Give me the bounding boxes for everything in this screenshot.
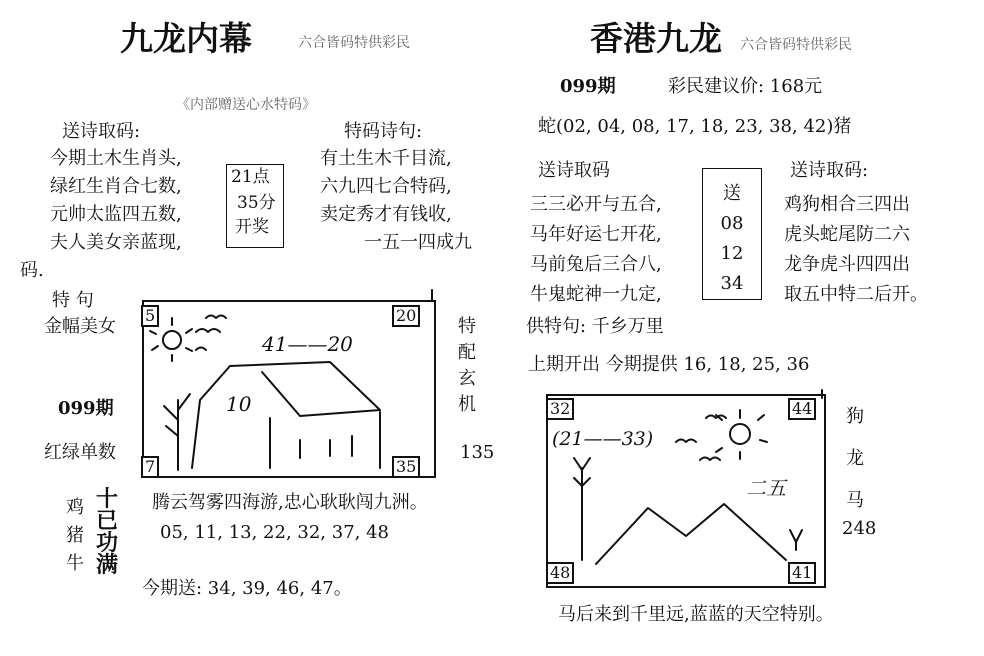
right-poem-line: 马前兔后三合八, [530, 254, 662, 275]
left-side-number: 135 [460, 442, 495, 463]
right-title: 香港九龙 [590, 19, 722, 58]
send-box-line: 08 [720, 213, 744, 234]
right-issue: 099期 [560, 76, 616, 97]
left-vertical-char: 功 [96, 530, 119, 556]
left-special-poem-line: 六九四七合特码, [320, 176, 452, 197]
right-animal: 马 [846, 490, 864, 511]
left-vertical-char: 十 [96, 486, 119, 512]
left-title-note: 六合皆码特供彩民 [298, 35, 410, 51]
left-animal: 牛 [66, 553, 84, 574]
left-special-poem-line: 卖定秀才有钱收, [320, 204, 452, 225]
right-special-phrase: 供特句: 千乡万里 [526, 316, 664, 337]
left-title: 九龙内幕 [120, 19, 252, 58]
left-wrap-char: 码. [20, 260, 44, 281]
right-corner-number: 41 [788, 562, 816, 584]
draw-time-line: 21点 [231, 167, 270, 187]
left-special-poem-line: 一五一四成九 [364, 232, 472, 253]
left-side-char: 机 [458, 394, 476, 415]
right-poem-line-2: 取五中特二后开。 [784, 284, 928, 305]
send-box-line: 34 [720, 273, 744, 294]
send-box-line: 送 [723, 183, 741, 204]
left-side-char: 配 [458, 342, 476, 363]
right-last-line: 上期开出 今期提供 16, 18, 25, 36 [528, 354, 810, 375]
left-corner-number: 7 [141, 456, 159, 478]
left-special-phrase: 金幅美女 [44, 316, 116, 337]
left-poem-label: 送诗取码: [62, 121, 141, 142]
left-corner-number: 35 [392, 456, 420, 478]
right-poem-label: 送诗取码 [538, 160, 610, 181]
left-corner-number: 5 [141, 305, 159, 327]
left-poem-bottom: 腾云驾雾四海游,忠心耿耿闯九洲。 [152, 492, 428, 513]
right-poem-line-2: 鸡狗相合三四出 [784, 194, 910, 215]
right-side-number: 248 [842, 518, 877, 539]
left-side-label [458, 314, 476, 418]
draw-time-box [226, 164, 284, 248]
right-animal: 龙 [846, 448, 864, 469]
right-price: 彩民建议价: 168元 [668, 76, 823, 97]
left-poem-line: 元帅太监四五数, [50, 204, 182, 225]
right-animal-list [846, 396, 864, 522]
left-issue: 099期 [58, 398, 114, 419]
left-poem-line: 绿红生肖合七数, [50, 176, 182, 197]
left-corner-number: 20 [392, 305, 420, 327]
right-sketch-word: 二五 [746, 476, 786, 500]
draw-time-line: 35分 [237, 193, 276, 213]
left-sketch-number: 10 [226, 392, 252, 416]
right-sketch-text: (21——33) [552, 428, 654, 450]
left-special-label: 特 句 [52, 290, 94, 311]
right-poem-line-2: 龙争虎斗四四出 [784, 254, 910, 275]
left-sketch-text: 41——20 [262, 332, 353, 356]
send-box [702, 168, 762, 300]
left-side-char: 玄 [458, 368, 476, 389]
right-bottom-line: 马后来到千里远,蓝蓝的天空特别。 [558, 604, 834, 625]
left-vertical-phrase [96, 488, 118, 576]
send-box-list [703, 179, 761, 299]
left-poem-line: 夫人美女亲蓝现, [50, 232, 182, 253]
left-side-char: 特 [458, 316, 476, 337]
left-special-poem-label: 特码诗句: [344, 121, 423, 142]
left-send-line: 今期送: 34, 39, 46, 47。 [142, 578, 352, 599]
left-animal: 猪 [66, 525, 84, 546]
left-subtitle: 《内部赠送心水特码》 [176, 97, 316, 113]
right-poem-line-2: 虎头蛇尾防二六 [784, 224, 910, 245]
left-poem-line: 今期土木生肖头, [50, 148, 182, 169]
send-box-line: 12 [720, 243, 744, 264]
right-corner-number: 32 [546, 398, 574, 420]
right-poem-line: 三三必开与五合, [530, 194, 662, 215]
draw-time-line: 开奖 [235, 217, 269, 237]
right-title-note: 六合皆码特供彩民 [740, 37, 852, 53]
left-numbers: 05, 11, 13, 22, 32, 37, 48 [160, 522, 389, 543]
left-special-poem-line: 有土生木千目流, [320, 148, 452, 169]
right-corner-number: 48 [546, 562, 574, 584]
right-animal: 狗 [846, 406, 864, 427]
left-animal-list [66, 494, 84, 578]
right-poem-label-2: 送诗取码: [790, 160, 869, 181]
left-animal: 鸡 [66, 497, 84, 518]
right-snake-line: 蛇(02, 04, 08, 17, 18, 23, 38, 42)猪 [538, 116, 852, 137]
left-color-hint: 红绿单数 [44, 442, 116, 463]
right-corner-number: 44 [788, 398, 816, 420]
right-poem-line: 牛鬼蛇神一九定, [530, 284, 662, 305]
left-vertical-char: 已 [96, 508, 119, 534]
right-poem-line: 马年好运七开花, [530, 224, 662, 245]
left-vertical-char: 满 [96, 552, 119, 578]
